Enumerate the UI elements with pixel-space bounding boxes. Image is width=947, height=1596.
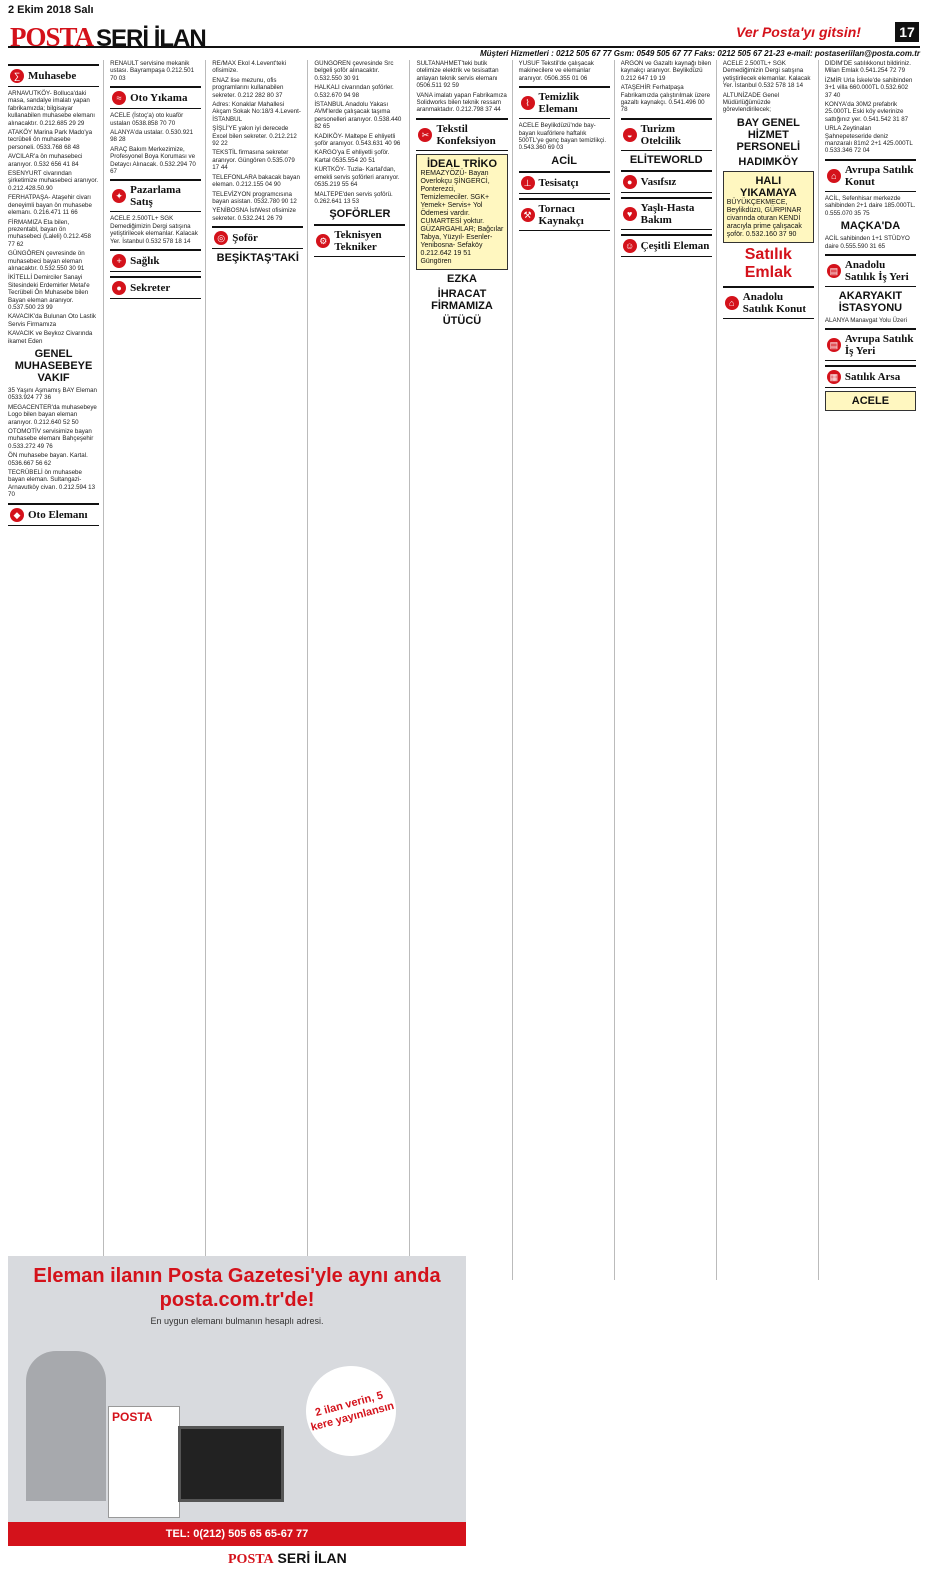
classified-ad: TELEFONLARA bakacak bayan eleman. 0.212.155 04 90 bbox=[212, 173, 300, 189]
classified-ad: FİRMAMIZA Eta bilen, prezentabl, bayan ön muhasebeci (Laleli) 0.212.458 77 62 bbox=[8, 218, 91, 248]
column-5 bbox=[416, 60, 512, 1280]
handshake-icon: ✦ bbox=[112, 189, 126, 203]
classified-ad: ARGON ve Gazaltı kaynağı bilen kaynakçı aranıyor. Beylikdüzü 0.212 647 19 19 bbox=[620, 60, 712, 82]
classified-ad: OTOMOTİV servisimize bayan muhasebe elemanı Bahçeşehir 0.533.272 49 76 bbox=[8, 428, 94, 450]
hali-yikamaya-box-ad bbox=[723, 171, 814, 243]
box-ad-title: HALI YIKAMAYA bbox=[739, 174, 797, 199]
classified-ad: İKİTELLİ Demirciler Sanayi Sitesindeki Erdemirler Metal'e Tecrübeli Ön Muhasebe bilen Bayan eleman aranıyor. 0.537.500 23 99 bbox=[8, 274, 90, 311]
shop-icon: ▤ bbox=[827, 338, 841, 352]
classified-ad: İSTANBUL Anadolu Yakası AVM'lerde çalışacak taşıma personelleri aranıyor. 0.538.440 82 65 bbox=[314, 101, 402, 131]
box-ad-text: REMAZYÖZÜ- Bayan Overlokçu ŞİNGERCİ, Ponterezci, Temizlemeciler. SGK+ Yemek+ Servis+ Yol Ödemesi vardır. bbox=[420, 169, 490, 217]
ideal-triko-box-ad bbox=[416, 154, 507, 270]
column-1 bbox=[8, 60, 104, 1280]
category-header-temizlik: ⌇ Temizlik Elemanı bbox=[519, 86, 610, 119]
column-6 bbox=[519, 60, 615, 1280]
category-header-anadolu-is-yeri: ▤ Anadolu Satılık İş Yeri bbox=[825, 254, 916, 287]
classified-ad: HALKALI civarından şoförler. 0.532.670 94 98 bbox=[314, 84, 394, 99]
classified-ad: YENİBOSNA İstWest ofisimize sekreter. 0.532.241 26 79 bbox=[212, 207, 296, 222]
classified-ad: KAVACIK'da Bulunan Oto Lastik Servis Firmamıza bbox=[8, 313, 96, 328]
classified-ad: TECRÜBELİ ön muhasebe bayan eleman. Sultangazi-Arnavutköy civarı. 0.212.594 13 70 bbox=[8, 469, 96, 499]
classified-ad: KONYA'da 30M2 prefabrik 25.000TL Eski köy evlerinize sattığınız yer. 0.541.542 31 87 bbox=[824, 101, 909, 123]
category-header-oto-elemani: ◆ Oto Elemanı bbox=[8, 503, 99, 526]
classified-ad: URLA Zeytinalan Şahnepeteseride deniz manzaralı 81m2 2+1 425.000TL 0.533.346 72 04 bbox=[824, 125, 913, 155]
display-ad-title: GENEL MUHASEBEYE VAKIF bbox=[14, 348, 93, 384]
acele-box-ad bbox=[825, 391, 916, 411]
display-ad-title: BEŞİKTAŞ'TAKİ bbox=[216, 252, 299, 265]
classified-ad: Adres: Konaklar Mahallesi Akçam Sokak No:18/3 4.Levent- İSTANBUL bbox=[212, 101, 301, 123]
car-wash-icon: ≈ bbox=[112, 91, 126, 105]
classified-ad: ACELE (İstoç'a) oto kuaför ustaları 0538.858 70 70 bbox=[110, 112, 184, 127]
sewing-machine-icon: ✂ bbox=[418, 128, 432, 142]
category-header-sofor: ◎ Şoför bbox=[212, 226, 303, 249]
hotel-bell-icon: ◒ bbox=[623, 128, 637, 142]
category-header-oto-yikama: ≈ Oto Yıkama bbox=[110, 86, 201, 109]
logo-seri-ilan: SERİ İLAN bbox=[96, 25, 206, 52]
classified-ad: ACELE 2.500TL+ SGK Demediğimizin Dergi satışına yetiştirilecek elemanlar. Kalacak Yer. İstanbul 0.532 578 18 14 bbox=[110, 215, 198, 245]
category-header-avrupa-satilik-konut: ⌂ Avrupa Satılık Konut bbox=[825, 159, 916, 192]
column-9 bbox=[825, 60, 920, 1280]
classified-ad: KAVACIK ve Beykoz Civarında ikamet Eden bbox=[8, 330, 93, 345]
display-ad-title: ELİTEWORLD bbox=[629, 153, 703, 166]
promo-headline: Eleman ilanın Posta Gazetesi'yle aynı anda posta.com.tr'de! bbox=[33, 1265, 441, 1311]
category-header-turizm: ◒ Turizm Otelcilik bbox=[621, 118, 712, 151]
column-8 bbox=[723, 60, 819, 1280]
calculator-icon: ∑ bbox=[10, 69, 24, 83]
classified-ad: ACELE 2.500TL+ SGK Demediğimizin Dergi satışına yetiştirilecek elemanlar. Kalacak Yer. İstanbul 0.532 578 18 14 bbox=[722, 60, 811, 90]
classified-ad: MEGACENTER'da muhasebeye Logo bilen bayan eleman aranıyor. 0.212.640 52 50 bbox=[8, 403, 97, 426]
category-header-teknisyen: ⚙ Teknisyen Tekniker bbox=[314, 224, 405, 257]
display-ad-title: HADIMKÖY bbox=[738, 155, 799, 168]
box-ad-text: BÜYÜKÇEKMECE, Beylikdüzü, GÜRPINAR civarında oturan KENDİ aracıyla prime çalışacak şoför. 0.532.160 37 90 bbox=[726, 198, 802, 238]
classified-ad: ATAŞEHİR Ferhatpaşa Fabrikamızda çalıştırılmak üzere gazaltı kaynakçı. 0.541.496 00 78 bbox=[620, 84, 711, 114]
classified-ad: YUSUF Tekstil'de çalışacak makinecilere ve elemanlar aranıyor. 0506.355 01 06 bbox=[518, 60, 594, 82]
display-ad-title: AKARYAKIT İSTASYONU bbox=[838, 289, 903, 314]
classified-ad: ENAZ lise mezunu, ofis programlarını kullanabilen sekreter. 0.212 282 80 37 bbox=[212, 76, 284, 99]
category-header-tesisatci: ⊥ Tesisatçı bbox=[519, 171, 610, 194]
medical-cross-icon: + bbox=[112, 254, 126, 268]
classified-ad: AVCILAR'a ön muhasebeci aranıyor. 0.532 656 41 84 bbox=[8, 153, 83, 168]
newspaper-logo: POSTA bbox=[112, 1410, 153, 1424]
promo-phone: TEL: 0(212) 505 65 65-67 77 bbox=[8, 1522, 466, 1546]
category-header-anadolu-satilik-konut: ⌂ Anadolu Satılık Konut bbox=[723, 286, 814, 319]
classified-ad: TELEVİZYON programcısına bayan asistan. 0532.780 90 12 bbox=[212, 190, 297, 205]
classified-ad: RENAULT servisine mekanik ustası. Bayrampaşa 0.212.501 70 03 bbox=[110, 60, 195, 82]
slogan: Ver Posta'yı gitsin! bbox=[736, 24, 861, 40]
classified-ad: ÖN muhasebe bayan. Kartal. 0536.667 56 62 bbox=[8, 452, 88, 467]
category-header-tornaci: ⚒ Tornacı Kaynakçı bbox=[519, 198, 610, 231]
footer-logo: POSTA SERİ İLAN bbox=[228, 1550, 347, 1567]
display-ad-title: İHRACAT FİRMAMIZA bbox=[431, 287, 493, 312]
classified-ad: GÜNGÖREN çevresinde Src belgeli şoför alınacaktır. 0.532.550 30 91 bbox=[314, 60, 394, 82]
classified-ad: MALTEPE'den servis şoförü. 0.262.641 13 53 bbox=[314, 190, 393, 205]
classified-columns bbox=[8, 60, 920, 1280]
classified-ad: KADIKÖY- Maltepe E ehliyetli şoför aranıyor. 0.543.631 40 96 bbox=[314, 132, 401, 148]
classified-ad: ATAKÖY Marina Park Mado'ya tecrübeli ön muhasebe personeli. 0533.768 68 48 bbox=[8, 129, 93, 151]
box-ad-title: İDEAL TRİKO bbox=[426, 157, 498, 170]
logo-posta: POSTA bbox=[10, 22, 94, 52]
tablet-image bbox=[178, 1426, 284, 1502]
classified-ad: ESENYURT civarından şirketimize muhasebeci aranıyor. 0.212.428.50.90 bbox=[8, 170, 99, 192]
display-ad-title: ÜTÜCÜ bbox=[442, 314, 482, 327]
category-header-cesitli: ☺ Çeşitli Eleman bbox=[621, 234, 712, 257]
classified-ad: GÜNGÖREN çevresinde ön muhasebeci bayan eleman alınacaktır. 0.532.550 30 91 bbox=[8, 250, 85, 272]
classified-ad: FERHATPAŞA- Ataşehir civarı deneyimli bayan ön muhasebe elemanı. 0.216.471 11 66 bbox=[8, 194, 92, 217]
page-number: 17 bbox=[895, 22, 919, 42]
classified-ad: VANA imalatı yapan Fabrikamıza Solidworks bilen teknik ressam aranmaktadır. 0.212.798 37 44 bbox=[416, 91, 507, 114]
column-2 bbox=[110, 60, 206, 1280]
classified-ad: ALANYA'da ustalar. 0.530.921 98 28 bbox=[110, 129, 194, 144]
worker-icon: ● bbox=[623, 175, 637, 189]
category-header-satilik-arsa: ▦ Satılık Arsa bbox=[825, 365, 916, 388]
classified-ad: ALANYA Manavgat Yolu Üzeri bbox=[824, 316, 907, 324]
classified-ad: RE/MAX Ekol 4.Levent'teki ofisimize. bbox=[212, 60, 286, 75]
satilik-emlak-title: Satılık Emlak bbox=[744, 245, 792, 281]
classified-ad: ACELE Beylikdüzü'nde bay-bayan kuaförlere haftalık 500TL'ye genç bayan temizlikçi. 0.543.360 69 03 bbox=[518, 122, 607, 152]
column-3 bbox=[212, 60, 308, 1280]
lathe-icon: ⚒ bbox=[521, 208, 535, 222]
caregiver-icon: ♥ bbox=[623, 207, 637, 221]
display-ad-title: MAÇKA'DA bbox=[840, 220, 901, 233]
land-icon: ▦ bbox=[827, 370, 841, 384]
box-ad-title: ACELE bbox=[851, 395, 890, 408]
classified-ad: TEKSTİL firmasına sekreter aranıyor. Güngören 0.535.079 17 44 bbox=[212, 149, 295, 172]
pipe-icon: ⊥ bbox=[521, 176, 535, 190]
category-header-yasli-hasta: ♥ Yaşlı-Hasta Bakım bbox=[621, 197, 712, 230]
classified-ad: KURTKÖY- Tuzla- Kartal'dan, emekli servis şoförleri aranıyor. 0535.219 55 64 bbox=[314, 166, 400, 189]
customer-service-line: Müşteri Hizmetleri : 0212 505 67 77 Gsm: 0549 505 67 77 Faks: 0212 505 67 21-23 e-mail: postaseriilan@posta.com.tr bbox=[8, 46, 920, 59]
category-header-tekstil: ✂ Tekstil Konfeksiyon bbox=[416, 118, 507, 151]
broom-icon: ⌇ bbox=[521, 96, 535, 110]
classified-ad: KARGO'ya E ehliyetli şoför. Kartal 0535.554 20 51 bbox=[314, 149, 390, 164]
display-ad-title: ACİL bbox=[551, 154, 577, 167]
posta-seri-ilan-logo bbox=[10, 22, 206, 52]
house-icon: ⌂ bbox=[725, 296, 739, 310]
column-4 bbox=[314, 60, 410, 1280]
shop-icon: ▤ bbox=[827, 264, 841, 278]
issue-date: 2 Ekim 2018 Salı bbox=[8, 4, 94, 16]
classified-ad: ACİL, Sefenhisar merkezde sahibinden 2+1 daire 185.000TL. 0.555.070 35 75 bbox=[824, 194, 916, 217]
classified-ad: ACİL sahibinden 1+1 STÜDYO daire 0.555.590 31 65 bbox=[824, 235, 910, 250]
category-header-pazarlama: ✦ Pazarlama Satış bbox=[110, 179, 201, 212]
steering-wheel-icon: ◎ bbox=[214, 231, 228, 245]
promo-subheadline: En uygun elemanı bulmanın hesaplı adresi. bbox=[150, 1316, 324, 1326]
newspaper-image bbox=[108, 1406, 180, 1518]
wrench-icon: ⚙ bbox=[316, 234, 330, 248]
display-ad-title: BAY GENEL HİZMET PERSONELİ bbox=[736, 116, 801, 153]
classified-ad: ARNAVUTKÖY- Bolluca'daki masa, sandalye imalatı yapan fabrikamızda; bilgisayar kullanabilen muhasebe elemanı alınacaktır. 0.212.685 29 29 bbox=[8, 90, 96, 127]
classified-ad: ARAÇ Bakım Merkezimize, Profesyonel Boya Koruması ve Detaycı Alınacak. 0.532.294 70 67 bbox=[110, 145, 196, 176]
classified-ad: İZMİR Urla İskele'de sahibinden 3+1 villa 660.000TL 0.532.602 37 40 bbox=[824, 76, 913, 99]
secretary-icon: ● bbox=[112, 281, 126, 295]
display-ad-title: ŞOFÖRLER bbox=[329, 208, 391, 221]
classified-ad: ALTUNİZADE Genel Müdürlüğümüzde görevlendirilecek; bbox=[722, 91, 780, 114]
category-header-saglik: + Sağlık bbox=[110, 249, 201, 272]
house-icon: ⌂ bbox=[827, 169, 841, 183]
classified-ad: DİDİM'DE satılıkkonut bildiriniz. Milan Emlak 0.541.254 72 79 bbox=[824, 60, 911, 75]
classified-ad: SULTANAHMET'teki butik otelimize elektrik ve tesisattan anlayan teknik servis elemanı 0506.511 92 59 bbox=[416, 60, 499, 90]
category-header-sekreter: ● Sekreter bbox=[110, 276, 201, 299]
car-icon: ◆ bbox=[10, 508, 24, 522]
box-ad-text: CUMARTESİ yoktur. GÜZARGAHLAR; Bağcılar Tabya, Yüzyıl- Esenler- Yenibosna- Sefaköy 0.212.642 19 51 Güngören bbox=[420, 217, 504, 265]
classified-ad: ŞİŞLİ'YE yakın iyi derecede Excel bilen sekreter. 0.212.212 92 22 bbox=[212, 125, 297, 148]
category-header-vasifsiz: ● Vasıfsız bbox=[621, 170, 712, 193]
category-header-muhasebe: ∑ Muhasebe bbox=[8, 64, 99, 87]
display-ad-title: EZKA bbox=[447, 272, 477, 285]
posta-promo-banner bbox=[8, 1256, 466, 1546]
promo-bubble: 2 ilan verin, 5 kere yayınlansın bbox=[296, 1356, 406, 1466]
column-7 bbox=[621, 60, 717, 1280]
classified-ad: 35 Yaşını Aşmamış BAY Eleman 0533.924 77 36 bbox=[8, 387, 97, 402]
category-header-avrupa-is-yeri: ▤ Avrupa Satılık İş Yeri bbox=[825, 328, 916, 361]
workers-photo bbox=[26, 1351, 106, 1501]
people-icon: ☺ bbox=[623, 239, 637, 253]
